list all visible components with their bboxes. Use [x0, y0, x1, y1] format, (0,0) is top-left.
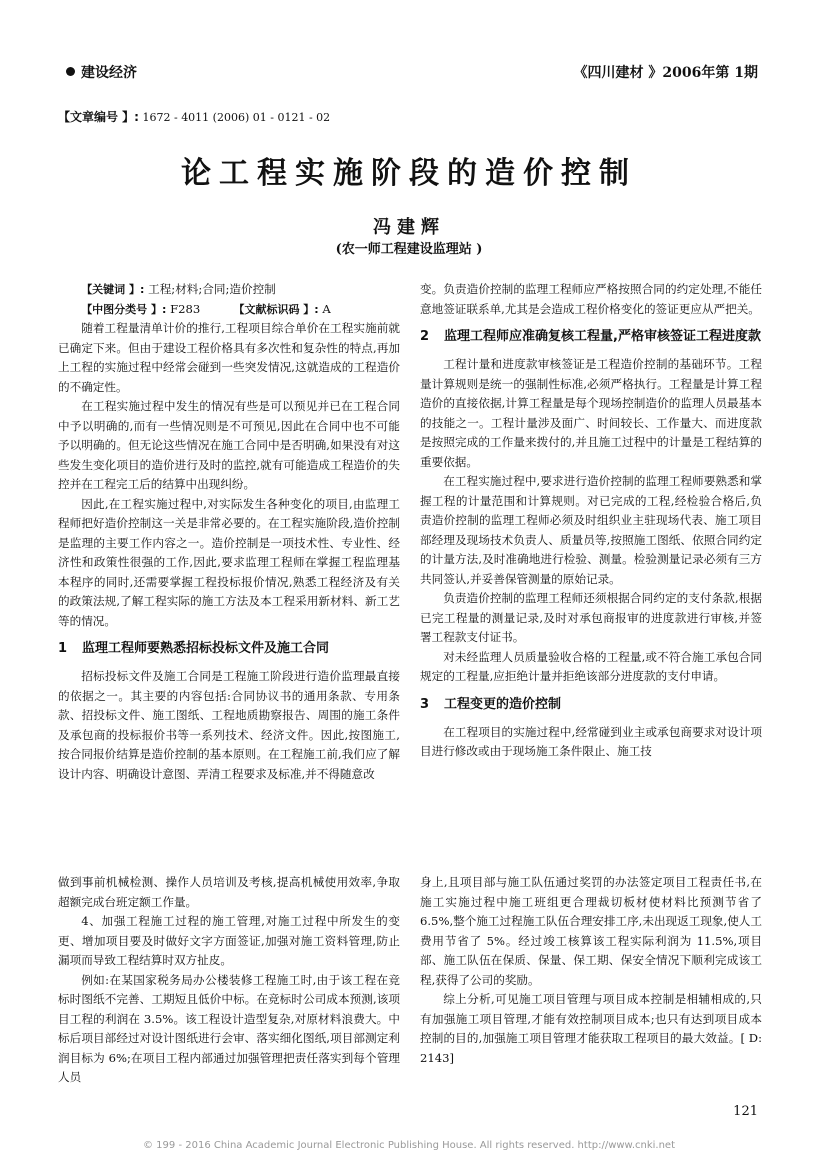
keywords-line: [58, 280, 400, 300]
author-affiliation: (农一师工程建设监理站 ): [335, 242, 483, 257]
keywords-value: 工程;材料;合同;造价控制: [148, 282, 276, 296]
paragraph: 因此,在工程实施过程中,对实际发生各种变化的项目,由监理工程师把好造价控制这一关是非常必要的。在工程实施阶段,造价控制是监理的主要工作内容之一。造价控制是一项技术性、专业性、经济性和政策性很强的工作,因此,要求监理工程师在掌握工程监理基本程序的同时,还需要掌握工程投标报价情况,熟悉工程经济及有关的政策法规,了解工程实际的施工方法及本工程采用新材料、新工艺等的情况。: [58, 496, 400, 628]
journal-info: 《四川建材 》2006年第 1期: [573, 65, 758, 81]
section-text: 建设经济: [81, 65, 137, 81]
article-title: 论工程实施阶段的造价控制: [181, 156, 637, 191]
paragraph: 工程计量和进度款审核签证是工程造价控制的基础环节。工程量计算规则是统一的强制性标准,必须严格执行。工程量是计算工程造价的直接依据,计算工程量是每个现场控制造价的监理人员最基本的技能之一。工程计量涉及面广、时间较长、工作量大、而进度款是按照完成的工作量来拨付的,并且施工过程中的计量是工程结算的重要依据。: [420, 357, 762, 469]
paragraph: 在工程实施过程中发生的情况有些是可以预见并已在工程合同中予以明确的,而有一些情况则是不可预见,因此在合同中也不可能予以明确的。但无论这些情况在施工合同中是否明确,如果没有对这些发生变化项目的造价进行及时的监控,就有可能造成工程造价的失控并在工程完工后的结算中出现纠纷。: [58, 399, 400, 491]
classification-line: [58, 300, 400, 320]
paragraph: 综上分析,可见施工项目管理与项目成本控制是相辅相成的,只有加强施工项目管理,才能有效控制项目成本;也只有达到项目成本控制的目的,加强施工项目管理才能获取工程项目的最大效益。[ D: 2143]: [420, 992, 762, 1065]
paragraph: 做到事前机械检测、操作人员培训及考核,提高机械使用效率,争取超额完成台班定额工作量。: [58, 875, 400, 909]
clc-label: 【中图分类号 】:: [81, 302, 167, 316]
section-label: [66, 62, 137, 82]
heading-number: 2: [420, 329, 430, 344]
keywords-label: 【关键词 】:: [81, 283, 145, 296]
paragraph: 身上,且项目部与施工队伍通过奖罚的办法签定项目工程责任书,在施工实施过程中施工班组更合理裁切板材使材料比预测节省了 6.5%,整个施工过程施工队伍合理安排工序,未出现返工现象,使人工费用节省了 5%。经过竣工核算该工程实际利润为 11.5%,项目部、施工队伍在保质、保量、保工期、保安全情况下顺利完成该工程,获得了公司的奖励。: [420, 875, 762, 987]
bullet-icon: [66, 67, 75, 76]
copyright-footer: © 199 - 2016 China Academic Journal Electronic Publishing House. All rights reserved. http://www.cnki.net: [143, 1140, 675, 1151]
left-column-bottom: [58, 873, 400, 1088]
left-column-top: [58, 280, 400, 784]
paragraph: 对未经监理人员质量验收合格的工程量,或不符合施工承包合同规定的工程量,应拒绝计量并拒绝该部分进度款的支付申请。: [420, 649, 762, 683]
right-column-bottom: [420, 873, 762, 1068]
section-heading-1: [58, 639, 400, 659]
page-number: 121: [733, 1104, 758, 1119]
section-heading-2: [420, 327, 762, 347]
paragraph: 在工程实施过程中,要求进行造价控制的监理工程师要熟悉和掌握工程的计量范围和计算规则。对已完成的工程,经检验合格后,负责造价控制的监理工程师必须及时组织业主驻现场代表、施工项目部经理及现场技术负责人、质量员等,按照施工图纸、依照合同约定的计量方法,及时准确地进行检验、测量。检验测量记录必须有三方共同签认,并妥善保管测量的原始记录。: [420, 474, 762, 586]
article-number-label: 【文章编号 】:: [58, 110, 139, 124]
heading-text: 监理工程师要熟悉招标投标文件及施工合同: [82, 641, 330, 656]
paragraph: 招标投标文件及施工合同是工程施工阶段进行造价监理最直接的依据之一。其主要的内容包括:合同协议书的通用条款、专用条款、招投标文件、施工图纸、工程地质勘察报告、周围的施工条件及承包商的投标报价书等一系列技术、经济文件。因此,按图施工,按合同报价结算是造价控制的基本原则。在工程施工前,我们应了解设计内容、明确设计意图、弄清工程要求及标准,并不得随意改: [58, 669, 400, 781]
heading-number: 1: [58, 641, 68, 656]
right-column-top: [420, 280, 762, 762]
paragraph: 例如:在某国家税务局办公楼装修工程施工时,由于该工程在竞标时图纸不完善、工期短且低价中标。在竞标时公司成本预测,该项目工程的利润在 3.5%。该工程设计造型复杂,对原材料浪费大。中标后项目部经过对设计图纸进行会审、落实细化图纸,项目部测定利润目标为 6%;在项目工程内部通过加强管理把责任落实到每个管理人员: [58, 972, 400, 1084]
heading-text: 工程变更的造价控制: [444, 696, 562, 712]
doc-code-value: A: [322, 301, 331, 316]
paragraph: 在工程项目的实施过程中,经常碰到业主或承包商要求对设计项目进行修改或由于现场施工条件限止、施工技: [420, 724, 762, 758]
paragraph: 随着工程量清单计价的推行,工程项目综合单价在工程实施前就已确定下来。但由于建设工程价格具有多次性和复杂性的特点,再加上工程的实施过程中经常会碰到一些突发情况,这就造成的工程造价的不确定性。: [58, 321, 400, 394]
heading-number: 3: [420, 696, 430, 712]
paragraph: 负责造价控制的监理工程师还须根据合同约定的支付条款,根据已完工程量的测量记录,及时对承包商报审的进度款进行审核,并签署工程款支付证书。: [420, 591, 762, 644]
article-number-value: 1672 - 4011 (2006) 01 - 0121 - 02: [142, 111, 331, 124]
paragraph: 4、加强工程施工过程的施工管理,对施工过程中所发生的变更、增加项目要及时做好文字方面签证,加强对施工资料管理,防止漏项而导致工程结算时双方扯皮。: [58, 914, 400, 967]
doc-code-label: 【文献标识码 】:: [233, 302, 319, 316]
clc-value: F283: [170, 301, 201, 316]
section-heading-3: [420, 695, 762, 715]
article-number: [58, 108, 330, 125]
paragraph: 变。负责造价控制的监理工程师应严格按照合同的约定处理,不能任意地签证联系单,尤其是会造成工程价格变化的签证更应从严把关。: [420, 282, 762, 316]
author-name: 冯建辉: [373, 217, 445, 238]
heading-text: 监理工程师应准确复核工程量,严格审核签证工程进度款: [444, 329, 761, 344]
